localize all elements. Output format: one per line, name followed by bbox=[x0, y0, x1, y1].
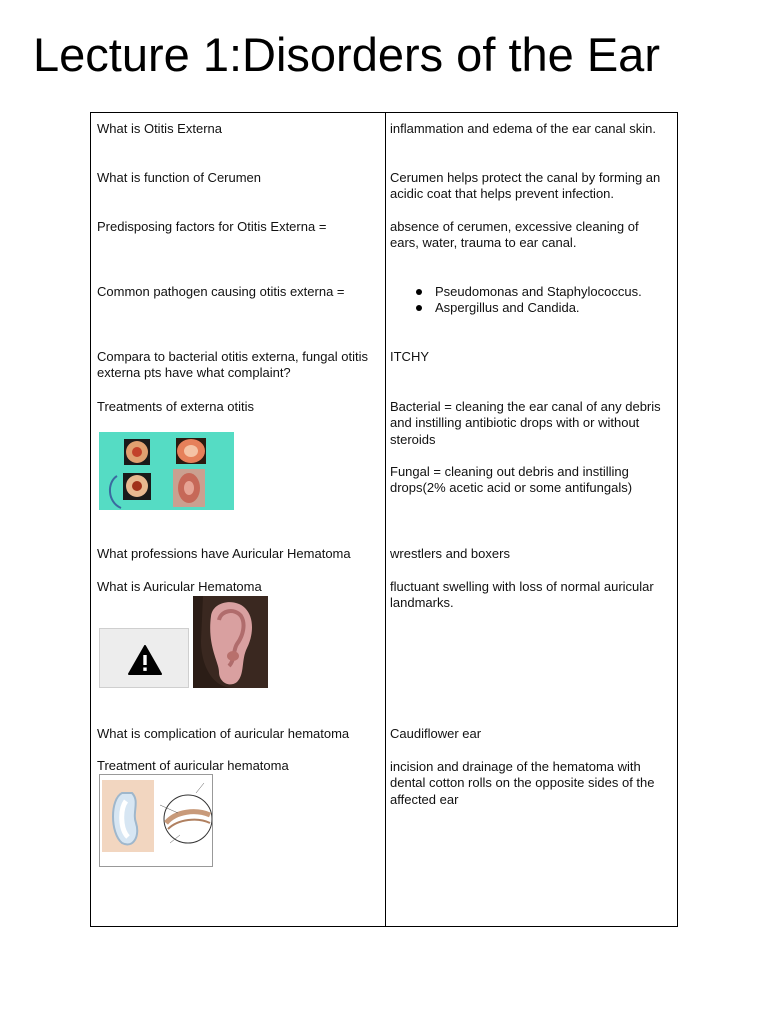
warning-triangle-icon bbox=[128, 645, 162, 675]
question-predisposing: Predisposing factors for Otitis Externa = bbox=[97, 219, 327, 234]
question-otitis-externa: What is Otitis Externa bbox=[97, 121, 222, 136]
hematoma-drainage-diagram bbox=[99, 774, 213, 867]
answer-hematoma-treatment: incision and drainage of the hematoma with dental cotton rolls on the opposite sides of the affected ear bbox=[390, 759, 655, 807]
page-title: Lecture 1:Disorders of the Ear bbox=[33, 28, 660, 81]
answer-fungal-complaint: ITCHY bbox=[390, 349, 429, 364]
question-cerumen: What is function of Cerumen bbox=[97, 170, 262, 185]
qa-table bbox=[90, 112, 678, 927]
question-complication: What is complication of auricular hematoma bbox=[97, 726, 350, 741]
answer-professions: wrestlers and boxers bbox=[390, 546, 510, 561]
question-treatment-otitis: Treatments of externa otitis bbox=[97, 399, 255, 414]
otoscopy-collage-image bbox=[99, 432, 234, 510]
answer-cerumen: Cerumen helps protect the canal by forming an acidic coat that helps prevent infection. bbox=[390, 170, 661, 202]
auricular-hematoma-photo bbox=[193, 596, 268, 688]
answer-pathogen-list bbox=[390, 284, 670, 317]
column-divider bbox=[385, 113, 386, 926]
answer-treatment-fungal: Fungal = cleaning out debris and instilling drops(2% acetic acid or some antifungals) bbox=[390, 464, 633, 496]
answer-otitis-externa: inflammation and edema of the ear canal skin. bbox=[390, 121, 656, 136]
missing-image-placeholder bbox=[99, 628, 189, 688]
answer-treatment-bacterial: Bacterial = cleaning the ear canal of any debris and instilling antibiotic drops with or without steroids bbox=[390, 399, 661, 447]
question-professions: What professions have Auricular Hematoma bbox=[97, 546, 351, 561]
answer-complication: Caudiflower ear bbox=[390, 726, 482, 741]
question-fungal-complaint: Compara to bacterial otitis externa, fungal otitis externa pts have what complaint? bbox=[97, 349, 368, 381]
question-hematoma-treatment: Treatment of auricular hematoma bbox=[97, 758, 289, 773]
list-item: Pseudomonas and Staphylococcus. bbox=[390, 284, 670, 300]
answer-auricular-hematoma: fluctuant swelling with loss of normal auricular landmarks. bbox=[390, 579, 654, 611]
list-item: Aspergillus and Candida. bbox=[390, 300, 670, 316]
answer-predisposing: absence of cerumen, excessive cleaning of ears, water, trauma to ear canal. bbox=[390, 219, 639, 251]
question-auricular-hematoma: What is Auricular Hematoma bbox=[97, 579, 262, 594]
question-pathogen: Common pathogen causing otitis externa = bbox=[97, 284, 345, 299]
